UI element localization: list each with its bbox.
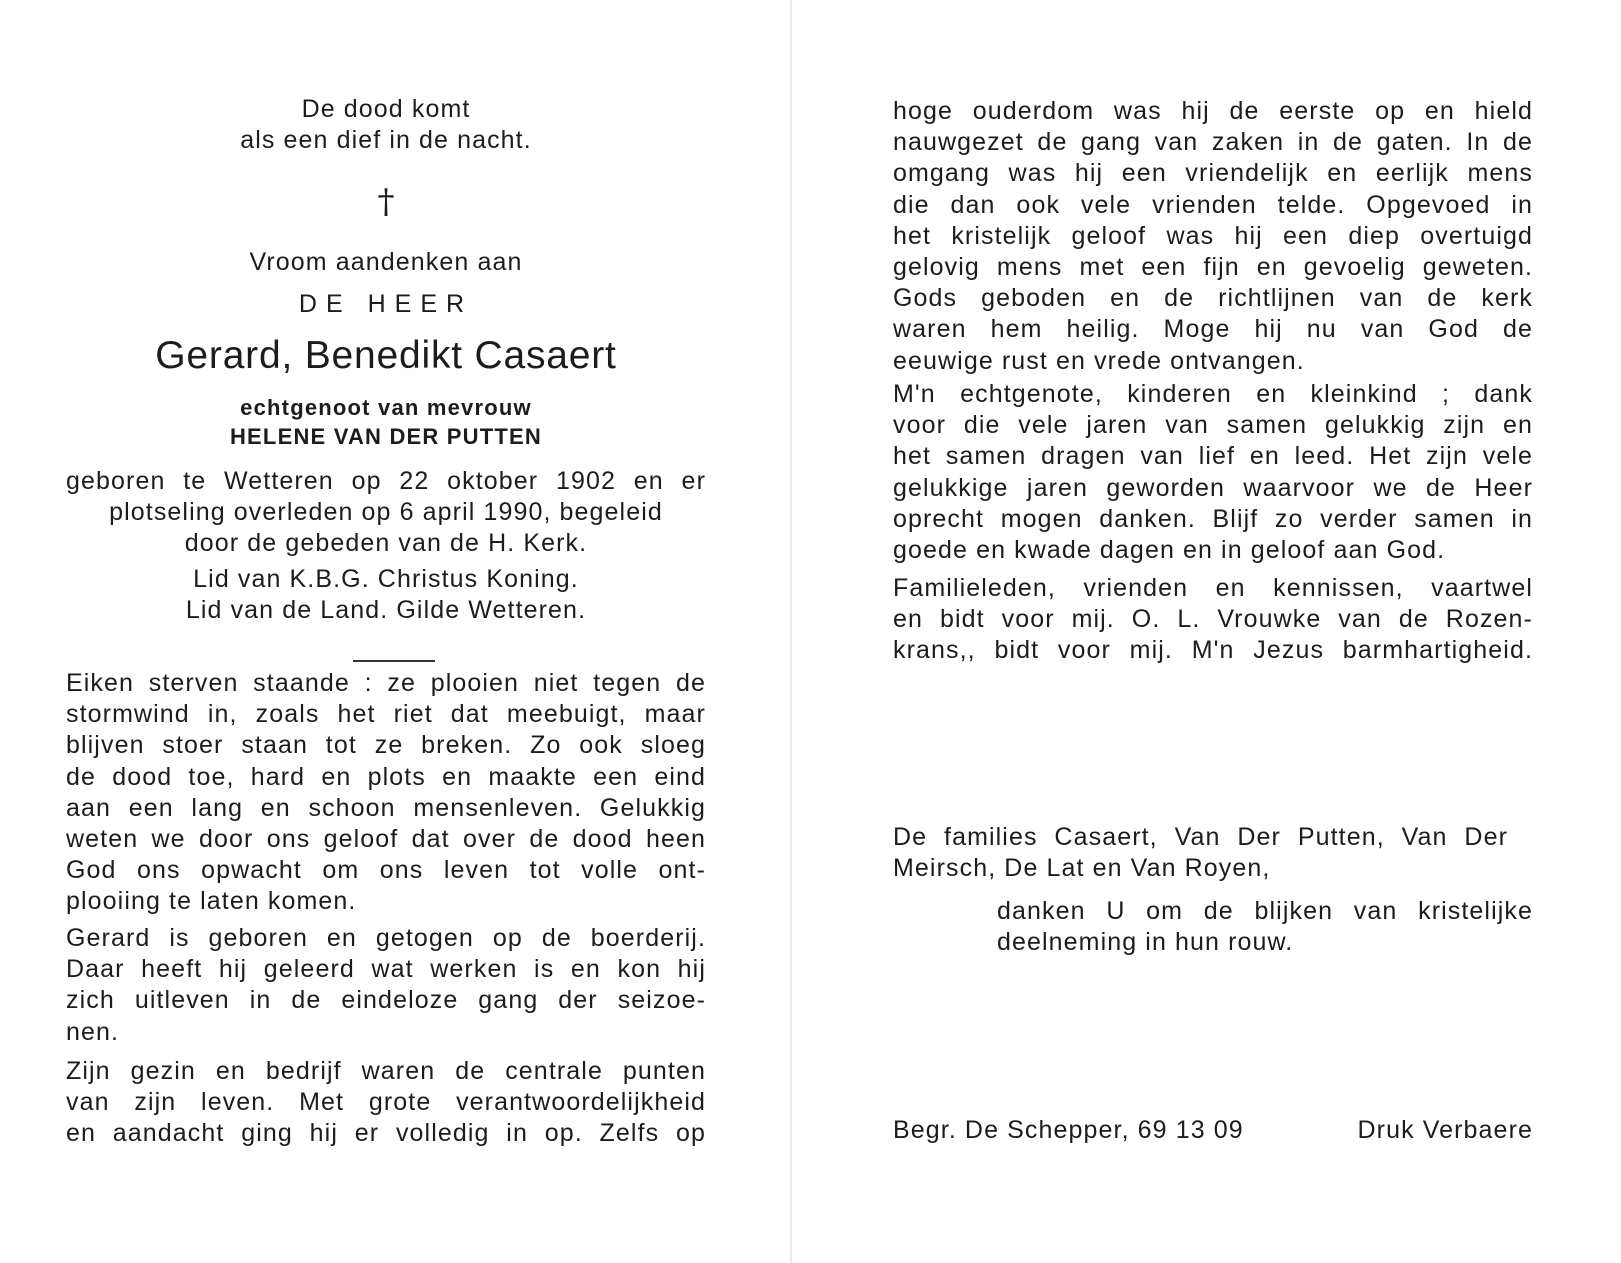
text-line: nauwgezet de gang van zaken in de gaten. In de: [893, 128, 1533, 157]
memory-intro: Vroom aandenken aan: [249, 248, 523, 276]
text-line: de dood toe, hard en plots en maakte een eind: [66, 762, 706, 791]
paragraph-farewell-family: [893, 379, 1533, 566]
paragraph-farewell-friends: [893, 573, 1533, 667]
text-line: die dan ook vele vrienden telde. Opgevoed in: [893, 190, 1533, 219]
text-line: voor die vele jaren van samen gelukkig zijn en: [893, 411, 1533, 440]
text-line: danken U om de blijken van kristelijke: [997, 897, 1533, 925]
text-line: zich uitleven in de eindeloze gang der seizoe-: [66, 986, 706, 1015]
text-line: gelovig mens met een fijn en gevoelig geweten.: [893, 253, 1533, 282]
text-line: stormwind in, zoals het riet dat meebuigt, maar: [66, 700, 706, 729]
text-line: blijven stoer staan tot ze breken. Zo ook sloeg: [66, 731, 706, 760]
memberships-block: [66, 564, 706, 626]
text-line: Meirsch, De Lat en Van Royen,: [893, 854, 1271, 883]
text-line: Eiken sterven staande : ze plooien niet tegen de: [66, 669, 706, 697]
paragraph-family-business: [66, 1056, 706, 1150]
spouse-intro: echtgenoot van mevrouw: [240, 395, 532, 420]
text-line: en aandacht ging hij er volledig in op. Zelfs op: [66, 1119, 706, 1148]
text-line: omgang was hij een vriendelijk en eerlijk mens: [893, 159, 1533, 188]
text-line: hoge ouderdom was hij de eerste op en hield: [893, 97, 1533, 125]
title-de-heer: DE HEER: [298, 290, 474, 318]
text-line: God ons opwacht om ons leven tot volle ont-: [66, 856, 706, 885]
paragraph-oaks: [66, 668, 706, 918]
text-line: Lid van de Land. Gilde Wetteren.: [185, 596, 587, 625]
cross-icon: †: [377, 182, 395, 222]
printer-credit: Druk Verbaere: [1357, 1116, 1533, 1144]
motto-line-2: als een dief in de nacht.: [240, 126, 532, 154]
undertaker-credit: Begr. De Schepper, 69 13 09: [893, 1116, 1244, 1144]
text-line: het kristelijk geloof was hij een diep overtuigd: [893, 221, 1533, 250]
deceased-name: Gerard, Benedikt Casaert: [155, 334, 617, 377]
text-line: van zijn leven. Met grote verantwoordelijkheid: [66, 1088, 706, 1117]
text-line: Daar heeft hij geleerd wat werken is en kon hij: [66, 955, 706, 984]
text-line: plotseling overleden op 6 april 1990, begeleid: [109, 498, 663, 527]
text-line: door de gebeden van de H. Kerk.: [184, 529, 588, 558]
text-line: oprecht mogen danken. Blijf zo verder samen in: [893, 504, 1533, 533]
birth-death-block: [66, 466, 706, 560]
text-line: deelneming in hun rouw.: [997, 928, 1294, 957]
text-line: Lid van K.B.G. Christus Koning.: [193, 565, 579, 593]
thanks-block: [997, 896, 1533, 958]
families-block: [893, 822, 1508, 884]
paragraph-character: [893, 96, 1533, 377]
text-line: geboren te Wetteren op 22 oktober 1902 en er: [66, 467, 706, 495]
spouse-name: HELENE VAN DER PUTTEN: [229, 424, 543, 449]
text-line: krans,, bidt voor mij. M'n Jezus barmhartigheid.: [893, 636, 1533, 665]
text-line: M'n echtgenote, kinderen en kleinkind ; dank: [893, 380, 1533, 408]
text-line: gelukkige jaren geworden waarvoor we de Heer: [893, 473, 1533, 502]
divider-rule: [353, 660, 435, 662]
text-line: De families Casaert, Van Der Putten, Van Der: [893, 823, 1508, 851]
card-fold: [790, 0, 792, 1263]
text-line: Gerard is geboren en getogen op de boerderij.: [66, 924, 706, 952]
paragraph-farm: [66, 923, 706, 1048]
text-line: het samen dragen van lief en leed. Het zijn vele: [893, 442, 1533, 471]
motto-line-1: De dood komt: [301, 95, 471, 123]
text-line: en bidt voor mij. O. L. Vrouwke van de Rozen-: [893, 605, 1533, 634]
text-line: waren hem heilig. Moge hij nu van God de: [893, 315, 1533, 344]
text-line: goede en kwade dagen en in geloof aan God.: [893, 536, 1446, 565]
text-line: Familieleden, vrienden en kennissen, vaartwel: [893, 574, 1533, 602]
text-line: Zijn gezin en bedrijf waren de centrale punten: [66, 1057, 706, 1085]
text-line: weten we door ons geloof dat over de dood heen: [66, 825, 706, 854]
text-line: nen.: [66, 1017, 120, 1046]
text-line: plooiing te laten komen.: [66, 887, 357, 916]
text-line: eeuwige rust en vrede ontvangen.: [893, 346, 1305, 375]
text-line: Gods geboden en de richtlijnen van de kerk: [893, 284, 1533, 313]
text-line: aan een lang en schoon mensenleven. Gelukkig: [66, 793, 706, 822]
